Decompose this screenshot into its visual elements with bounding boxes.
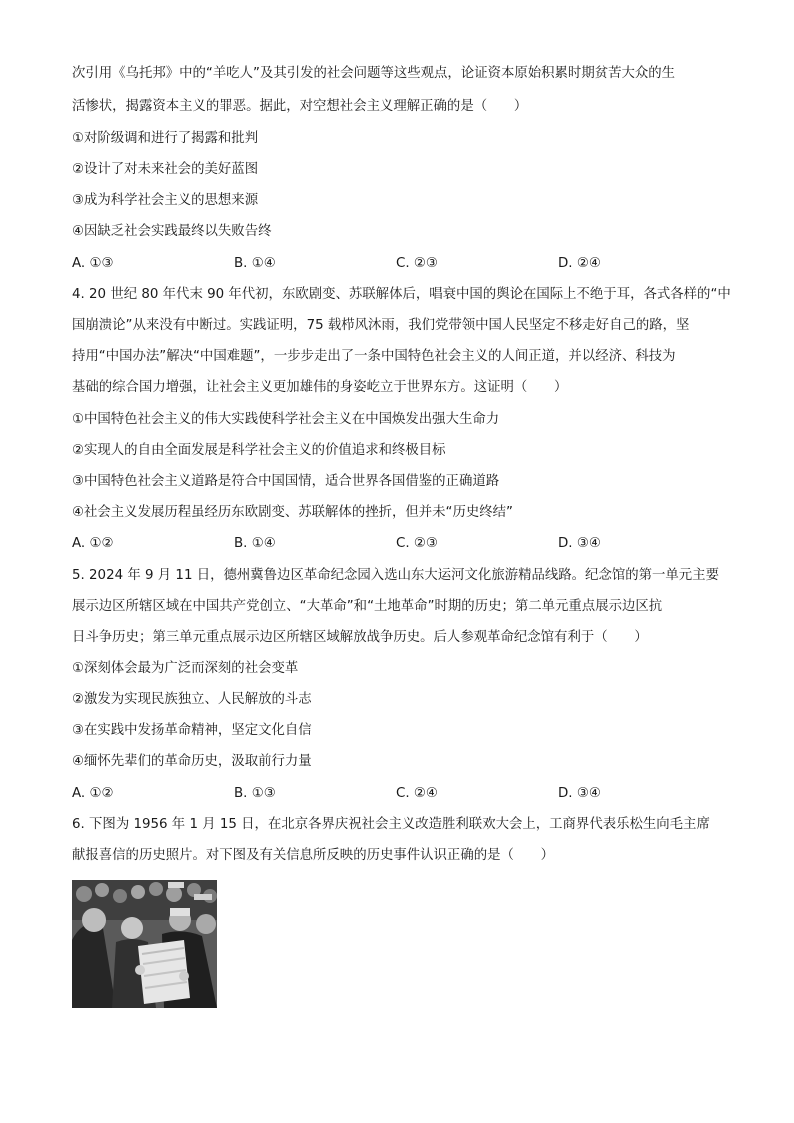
- q4-option-a: A. ①②: [72, 536, 114, 551]
- q4-option-c: C. ②③: [396, 536, 438, 551]
- q5-options: [72, 784, 732, 804]
- q4-item-2: ②实现人的自由全面发展是科学社会主义的价值追求和终极目标: [72, 443, 446, 458]
- q5-item-2: ②激发为实现民族独立、人民解放的斗志: [72, 692, 312, 707]
- q4-option-d: D. ③④: [558, 536, 601, 551]
- q3-item-3: ③成为科学社会主义的思想来源: [72, 193, 259, 208]
- q4-item-4: ④社会主义发展历程虽经历东欧剧变、苏联解体的挫折，但并未“历史终结”: [72, 505, 513, 520]
- q5-stem-line-2: 展示边区所辖区域在中国共产党创立、“大革命”和“土地革命”时期的历史；第二单元重点展示边区抗: [72, 599, 663, 614]
- q3-option-c: C. ②③: [396, 256, 438, 271]
- q4-stem-line-4: 基础的综合国力增强，让社会主义更加雄伟的身姿屹立于世界东方。这证明（ ）: [72, 380, 568, 395]
- q5-item-1: ①深刻体会最为广泛而深刻的社会变革: [72, 661, 299, 676]
- q3-option-b: B. ①④: [234, 256, 276, 271]
- q5-item-3: ③在实践中发扬革命精神，坚定文化自信: [72, 723, 312, 738]
- q3-stem-line-2: 活惨状，揭露资本主义的罪恶。据此，对空想社会主义理解正确的是（ ）: [72, 99, 528, 114]
- q4-stem-line-3: 持用“中国办法”解决“中国难题”，一步步走出了一条中国特色社会主义的人间正道，并以经济、科技为: [72, 349, 676, 364]
- q4-item-1: ①中国特色社会主义的伟大实践使科学社会主义在中国焕发出强大生命力: [72, 412, 500, 427]
- q3-option-d: D. ②④: [558, 256, 601, 271]
- q6-stem-line-2: 献报喜信的历史照片。对下图及有关信息所反映的历史事件认识正确的是（ ）: [72, 848, 555, 863]
- q4-option-b: B. ①④: [234, 536, 276, 551]
- q4-options: [72, 534, 732, 554]
- q4-stem-line-1: 4. 20 世纪 80 年代末 90 年代初，东欧剧变、苏联解体后，唱衰中国的舆论在国际上不绝于耳，各式各样的“中: [72, 287, 731, 302]
- q5-option-d: D. ③④: [558, 786, 601, 801]
- q4-item-3: ③中国特色社会主义道路是符合中国国情，适合世界各国借鉴的正确道路: [72, 474, 500, 489]
- q6-stem-line-1: 6. 下图为 1956 年 1 月 15 日，在北京各界庆祝社会主义改造胜利联欢大会上，工商界代表乐松生向毛主席: [72, 817, 710, 832]
- q5-option-a: A. ①②: [72, 786, 114, 801]
- q3-item-4: ④因缺乏社会实践最终以失败告终: [72, 224, 272, 239]
- q4-stem-line-2: 国崩溃论”从来没有中断过。实践证明，75 载栉风沐雨，我们党带领中国人民坚定不移走好自己的路，坚: [72, 318, 690, 333]
- q5-item-4: ④缅怀先辈们的革命历史，汲取前行力量: [72, 754, 312, 769]
- q3-options: [72, 254, 732, 274]
- q3-option-a: A. ①③: [72, 256, 114, 271]
- q3-item-2: ②设计了对未来社会的美好蓝图: [72, 162, 259, 177]
- q5-option-c: C. ②④: [396, 786, 438, 801]
- historical-photo: [72, 880, 217, 1008]
- historical-photo-image: [72, 880, 217, 1008]
- q5-option-b: B. ①③: [234, 786, 276, 801]
- q5-stem-line-3: 日斗争历史；第三单元重点展示边区所辖区域解放战争历史。后人参观革命纪念馆有利于（ ）: [72, 630, 648, 645]
- q3-item-1: ①对阶级调和进行了揭露和批判: [72, 131, 259, 146]
- q5-stem-line-1: 5. 2024 年 9 月 11 日，德州冀鲁边区革命纪念园入选山东大运河文化旅游精品线路。纪念馆的第一单元主要: [72, 568, 719, 583]
- q3-stem-line-1: 次引用《乌托邦》中的“羊吃人”及其引发的社会问题等这些观点，论证资本原始积累时期贫苦大众的生: [72, 66, 676, 81]
